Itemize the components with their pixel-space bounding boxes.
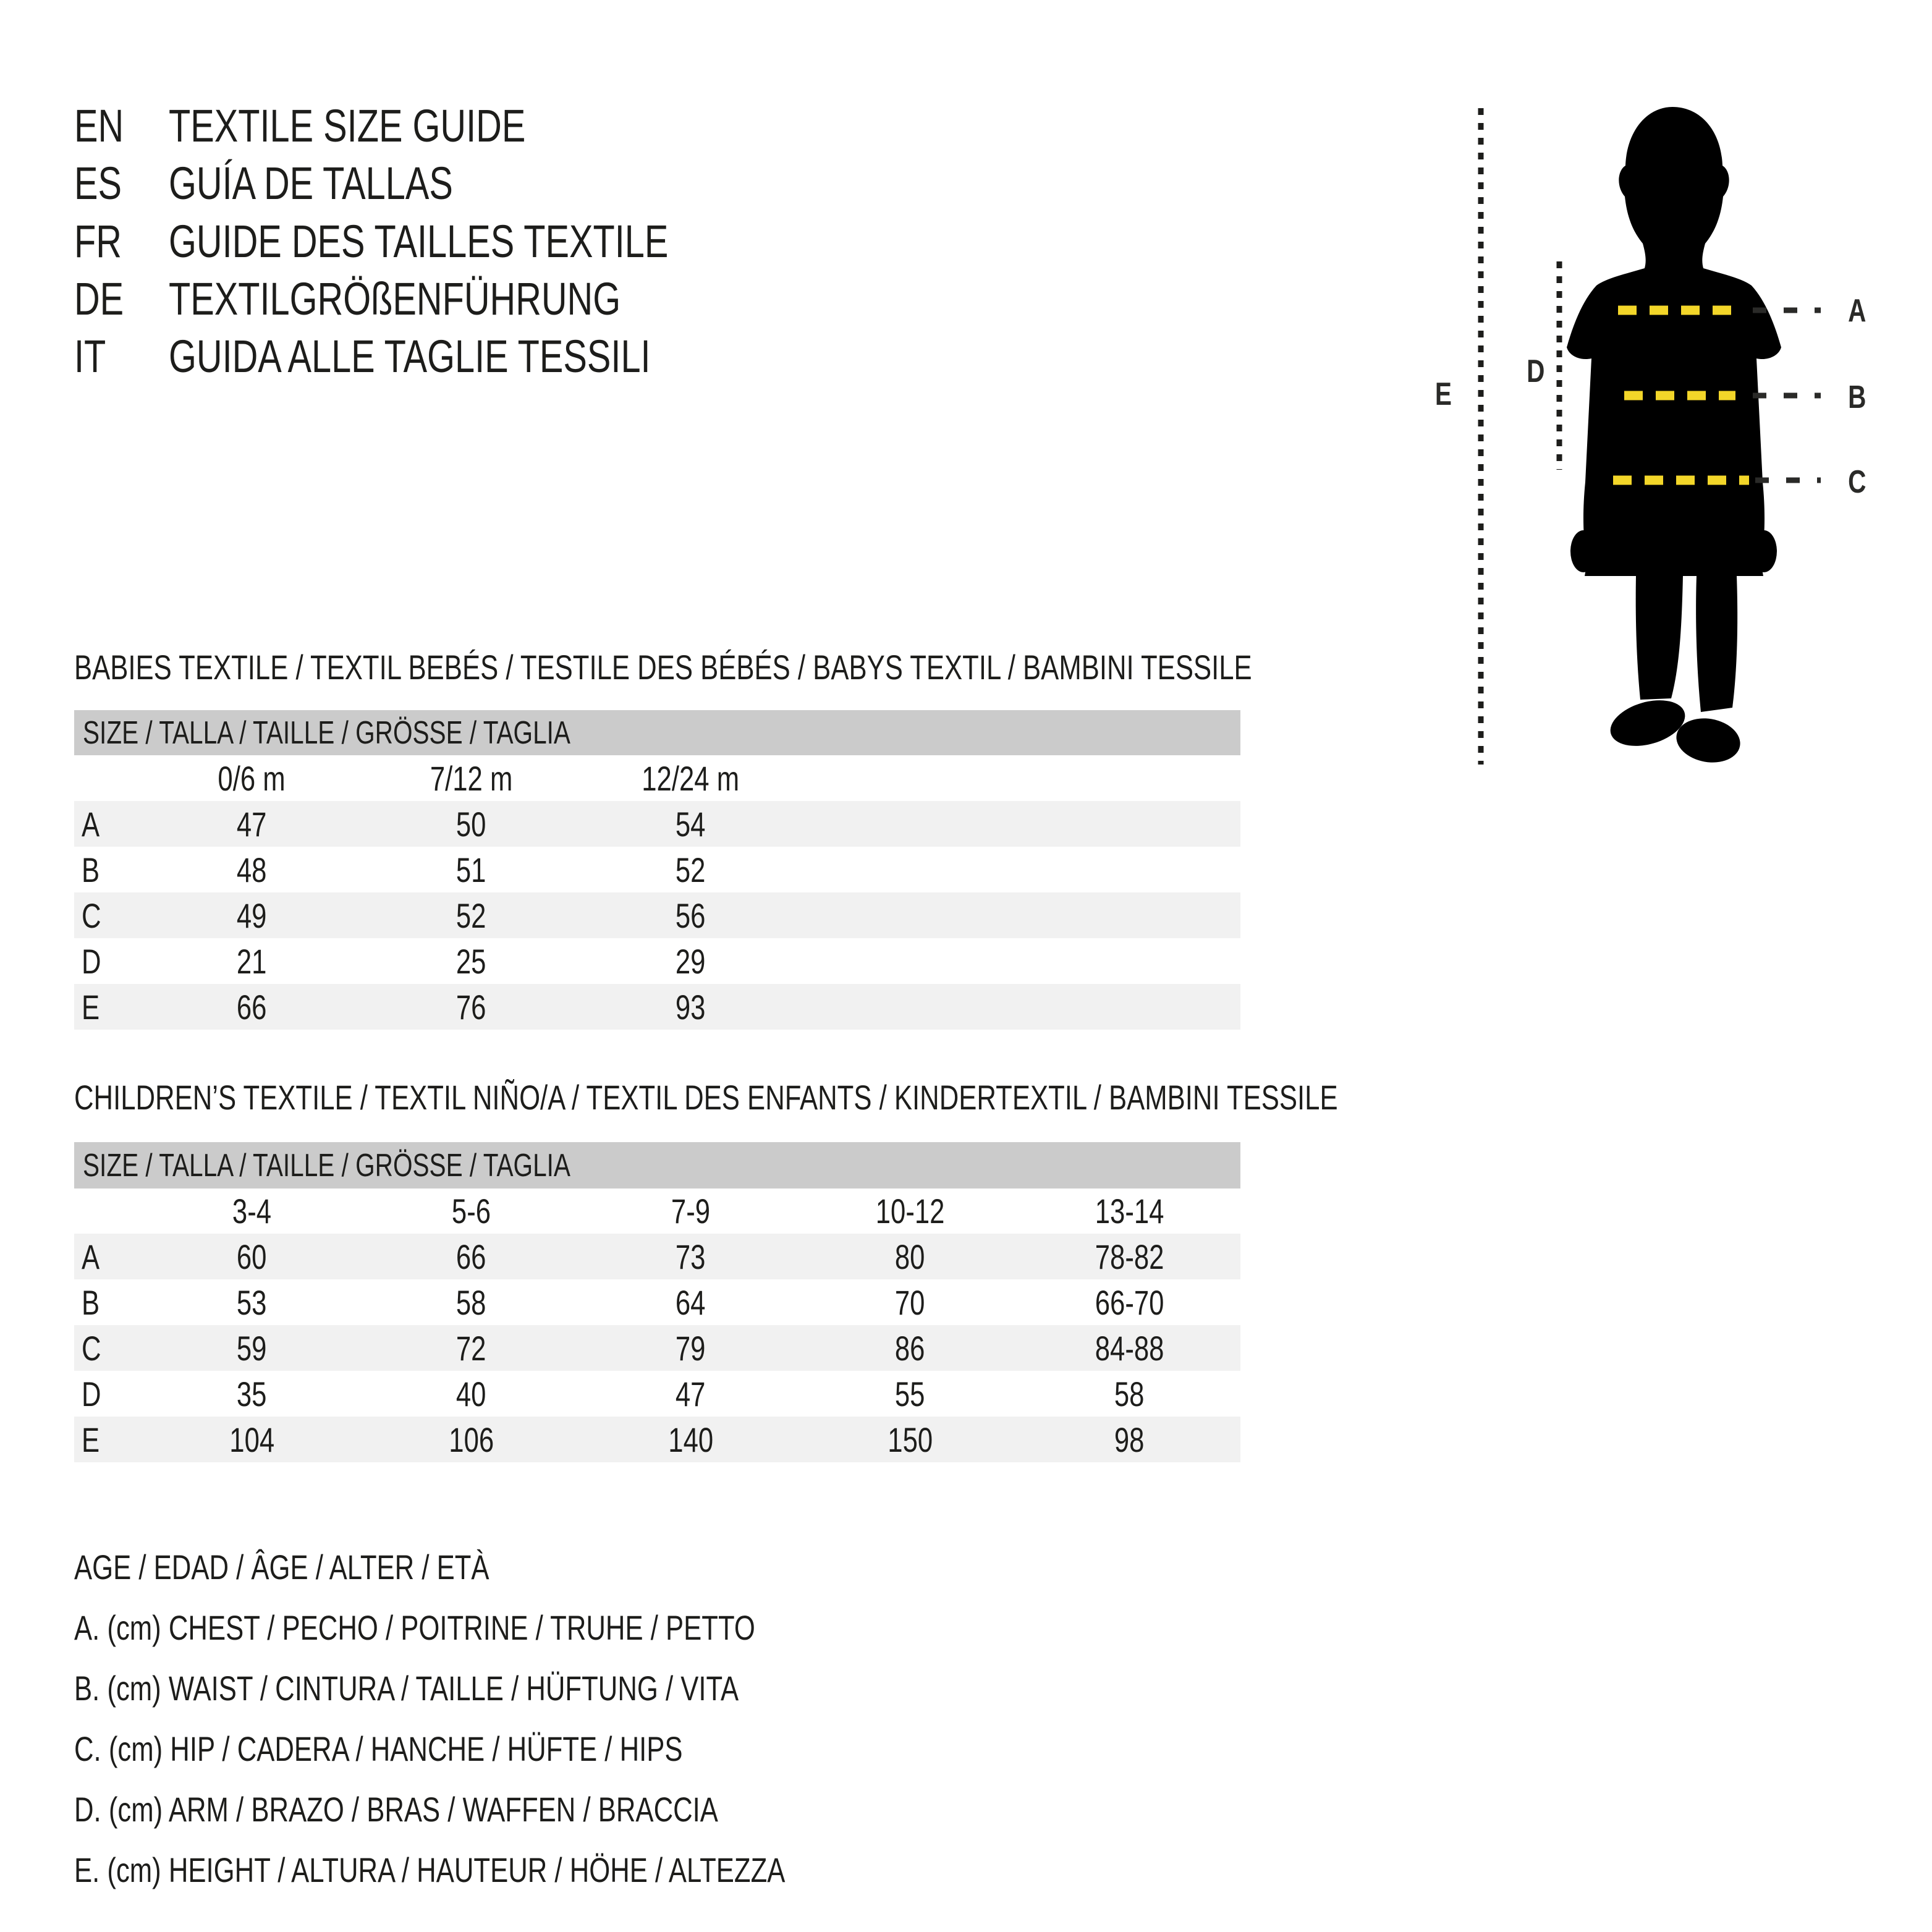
cell-text: 40	[456, 1374, 486, 1413]
cell-text: 80	[895, 1237, 925, 1276]
table-cell	[362, 896, 581, 936]
legend-line-text: C. (cm) HIP / CADERA / HANCHE / HÜFTE / HIPS	[74, 1729, 683, 1768]
cell-text: 52	[456, 896, 486, 935]
babies-column-header-text: 0/6 m	[218, 758, 286, 798]
table-cell	[581, 896, 800, 936]
table-cell	[581, 850, 800, 890]
table-cell	[142, 1282, 362, 1323]
children-column-header	[581, 1191, 800, 1231]
children-column-header-text: 7-9	[671, 1192, 711, 1231]
table-cell	[800, 1328, 1020, 1368]
language-title-text: TEXTILGRÖßENFÜHRUNG	[169, 273, 621, 324]
language-title	[169, 273, 748, 325]
table-row	[74, 847, 1240, 892]
language-title-text: GUIDA ALLE TAGLIE TESSILI	[169, 330, 651, 382]
children-column-header	[800, 1191, 1020, 1231]
table-cell	[142, 1374, 362, 1414]
figure-label-c	[1836, 465, 1879, 499]
legend-line-age	[74, 1536, 1310, 1597]
children-size-header-text: SIZE / TALLA / TAILLE / GRÖSSE / TAGLIA	[83, 1147, 570, 1184]
table-cell	[362, 850, 581, 890]
language-code-text: DE	[74, 273, 124, 324]
language-title	[169, 330, 786, 383]
table-cell	[581, 1237, 800, 1277]
cell-text: 79	[676, 1328, 706, 1368]
children-column-header	[362, 1191, 581, 1231]
cell-text: 58	[456, 1282, 486, 1322]
row-label	[74, 1374, 142, 1414]
cell-text: 56	[676, 896, 706, 935]
table-cell	[142, 1237, 362, 1277]
figure-label-b	[1836, 380, 1879, 415]
table-cell	[581, 1374, 800, 1414]
language-title	[169, 100, 626, 152]
table-cell	[142, 987, 362, 1027]
babies-section-title-text: BABIES TEXTILE / TEXTIL BEBÉS / TESTILE DES BÉBÉS / BABYS TEXTIL / BAMBINI TESSILE	[74, 648, 1252, 687]
table-cell	[362, 1420, 581, 1460]
table-row	[74, 938, 1240, 984]
cell-text: 29	[676, 941, 706, 981]
cell-text: 47	[676, 1374, 706, 1413]
table-cell	[581, 1420, 800, 1460]
figure-label-e	[1421, 377, 1465, 412]
language-title-text: GUIDE DES TAILLES TEXTILE	[169, 215, 669, 267]
cell-text: 76	[456, 987, 486, 1027]
table-cell	[362, 1237, 581, 1277]
table-cell	[1020, 1282, 1239, 1323]
figure-label-e-text: E	[1434, 376, 1452, 412]
cell-text: 98	[1114, 1420, 1145, 1459]
table-cell	[362, 941, 581, 981]
row-label-text: C	[82, 896, 101, 935]
cell-text: 72	[456, 1328, 486, 1368]
cell-text: 150	[888, 1420, 933, 1459]
cell-text: 50	[456, 804, 486, 844]
cell-text: 54	[676, 804, 706, 844]
table-cell	[581, 941, 800, 981]
children-column-header-text: 10-12	[875, 1192, 945, 1231]
legend-line-text: AGE / EDAD / ÂGE / ALTER / ETÀ	[74, 1547, 489, 1587]
table-cell	[142, 1420, 362, 1460]
table-row	[74, 1371, 1240, 1417]
babies-columns-row	[74, 755, 1240, 801]
cell-text: 106	[449, 1420, 494, 1459]
language-code	[74, 330, 169, 383]
row-label-text: C	[82, 1328, 101, 1368]
row-label-text: D	[82, 941, 101, 981]
figure-label-d-text: D	[1527, 354, 1545, 389]
table-row	[74, 892, 1240, 938]
language-code-text: EN	[74, 100, 124, 151]
language-code	[74, 100, 169, 152]
cell-text: 21	[237, 941, 267, 981]
language-title	[169, 157, 533, 210]
cell-text: 78-82	[1095, 1237, 1164, 1276]
table-cell	[142, 896, 362, 936]
row-label-text: E	[82, 987, 100, 1027]
row-label-text: B	[82, 1282, 100, 1322]
table-cell	[142, 850, 362, 890]
table-cell	[800, 1374, 1020, 1414]
table-row	[74, 801, 1240, 847]
legend-line-text: E. (cm) HEIGHT / ALTURA / HAUTEUR / HÖHE / ALTEZZA	[74, 1850, 786, 1889]
child-silhouette	[1567, 107, 1781, 767]
table-cell	[362, 1328, 581, 1368]
table-cell	[800, 1420, 1020, 1460]
legend-line-chest	[74, 1597, 1310, 1658]
babies-column-header-text: 7/12 m	[430, 758, 513, 798]
language-row-fr	[74, 212, 1372, 270]
figure-label-a-text: A	[1848, 293, 1866, 329]
legend-line-text: A. (cm) CHEST / PECHO / POITRINE / TRUHE / PETTO	[74, 1608, 755, 1647]
cell-text: 66-70	[1095, 1282, 1164, 1322]
measurement-figure	[1409, 87, 1932, 803]
table-row	[74, 1417, 1240, 1462]
cell-text: 35	[237, 1374, 267, 1413]
table-cell	[1020, 1237, 1239, 1277]
cell-text: 52	[676, 850, 706, 889]
cell-text: 48	[237, 850, 267, 889]
babies-size-header-text: SIZE / TALLA / TAILLE / GRÖSSE / TAGLIA	[83, 714, 570, 751]
table-row	[74, 1279, 1240, 1325]
cell-text: 84-88	[1095, 1328, 1164, 1368]
figure-label-b-text: B	[1848, 379, 1866, 415]
row-label-text: A	[82, 804, 100, 844]
legend-line-waist	[74, 1658, 1310, 1718]
row-label	[74, 1420, 142, 1460]
table-cell	[142, 941, 362, 981]
table-cell	[362, 804, 581, 844]
language-code	[74, 273, 169, 325]
cell-text: 93	[676, 987, 706, 1027]
cell-text: 55	[895, 1374, 925, 1413]
cell-text: 49	[237, 896, 267, 935]
table-cell	[1020, 1420, 1239, 1460]
table-cell	[362, 987, 581, 1027]
children-column-header-text: 13-14	[1095, 1192, 1164, 1231]
children-column-header	[1020, 1191, 1239, 1231]
cell-text: 66	[237, 987, 267, 1027]
legend-line-hip	[74, 1718, 1310, 1779]
figure-label-c-text: C	[1848, 464, 1866, 500]
row-label	[74, 987, 142, 1027]
figure-label-d	[1514, 354, 1557, 389]
children-columns-row	[74, 1188, 1240, 1234]
language-code	[74, 157, 169, 210]
row-label	[74, 850, 142, 890]
babies-column-header	[362, 758, 581, 799]
cell-text: 59	[237, 1328, 267, 1368]
row-label-text: B	[82, 850, 100, 889]
table-cell	[800, 1282, 1020, 1323]
cell-text: 86	[895, 1328, 925, 1368]
babies-column-header	[142, 758, 362, 799]
table-cell	[362, 1374, 581, 1414]
language-row-es	[74, 154, 1372, 212]
children-column-header-text: 5-6	[451, 1192, 491, 1231]
children-section-title	[74, 1078, 1694, 1117]
language-row-en	[74, 96, 1372, 155]
language-title-text: GUÍA DE TALLAS	[169, 157, 453, 209]
table-cell	[142, 804, 362, 844]
table-cell	[1020, 1328, 1239, 1368]
table-cell	[581, 1328, 800, 1368]
table-row	[74, 984, 1240, 1030]
row-label	[74, 804, 142, 844]
row-label	[74, 1282, 142, 1323]
row-label-text: D	[82, 1374, 101, 1413]
babies-column-header-text: 12/24 m	[642, 758, 740, 798]
cell-text: 25	[456, 941, 486, 981]
cell-text: 53	[237, 1282, 267, 1322]
table-cell	[1020, 1374, 1239, 1414]
cell-text: 47	[237, 804, 267, 844]
figure-label-a	[1836, 294, 1879, 328]
language-code	[74, 215, 169, 268]
cell-text: 66	[456, 1237, 486, 1276]
language-code-text: ES	[74, 157, 122, 209]
table-row	[74, 1234, 1240, 1279]
table-cell	[800, 1237, 1020, 1277]
language-row-it	[74, 327, 1372, 385]
child-silhouette-figure	[1409, 87, 1932, 803]
row-label	[74, 1237, 142, 1277]
row-label-text: E	[82, 1420, 100, 1459]
language-code-text: FR	[74, 215, 122, 267]
table-cell	[581, 1282, 800, 1323]
children-column-header	[142, 1191, 362, 1231]
babies-size-header-bar	[74, 710, 1240, 755]
cell-text: 70	[895, 1282, 925, 1322]
legend-line-height	[74, 1839, 1310, 1900]
row-label-text: A	[82, 1237, 100, 1276]
cell-text: 104	[229, 1420, 274, 1459]
row-label	[74, 941, 142, 981]
babies-column-header	[581, 758, 800, 799]
children-size-header-bar	[74, 1142, 1240, 1188]
cell-text: 64	[676, 1282, 706, 1322]
cell-text: 140	[668, 1420, 713, 1459]
legend-line-text: B. (cm) WAIST / CINTURA / TAILLE / HÜFTUNG / VITA	[74, 1668, 739, 1708]
cell-text: 60	[237, 1237, 267, 1276]
table-cell	[581, 804, 800, 844]
language-title-text: TEXTILE SIZE GUIDE	[169, 100, 526, 151]
children-column-header-text: 3-4	[232, 1192, 272, 1231]
legend-line-arm	[74, 1779, 1310, 1839]
children-section-title-text: CHILDREN’S TEXTILE / TEXTIL NIÑO/A / TEXTIL DES ENFANTS / KINDERTEXTIL / BAMBINI TESSILE	[74, 1078, 1338, 1117]
table-cell	[362, 1282, 581, 1323]
table-cell	[581, 987, 800, 1027]
language-code-text: IT	[74, 330, 106, 382]
legend-line-text: D. (cm) ARM / BRAZO / BRAS / WAFFEN / BRACCIA	[74, 1789, 718, 1829]
cell-text: 58	[1114, 1374, 1145, 1413]
language-row-de	[74, 269, 1372, 328]
cell-text: 73	[676, 1237, 706, 1276]
language-title	[169, 215, 809, 268]
row-label	[74, 1328, 142, 1368]
cell-text: 51	[456, 850, 486, 889]
table-cell	[142, 1328, 362, 1368]
row-label	[74, 896, 142, 936]
babies-section-title	[74, 648, 1584, 687]
table-row	[74, 1325, 1240, 1371]
measurement-legend	[74, 1536, 1310, 1900]
